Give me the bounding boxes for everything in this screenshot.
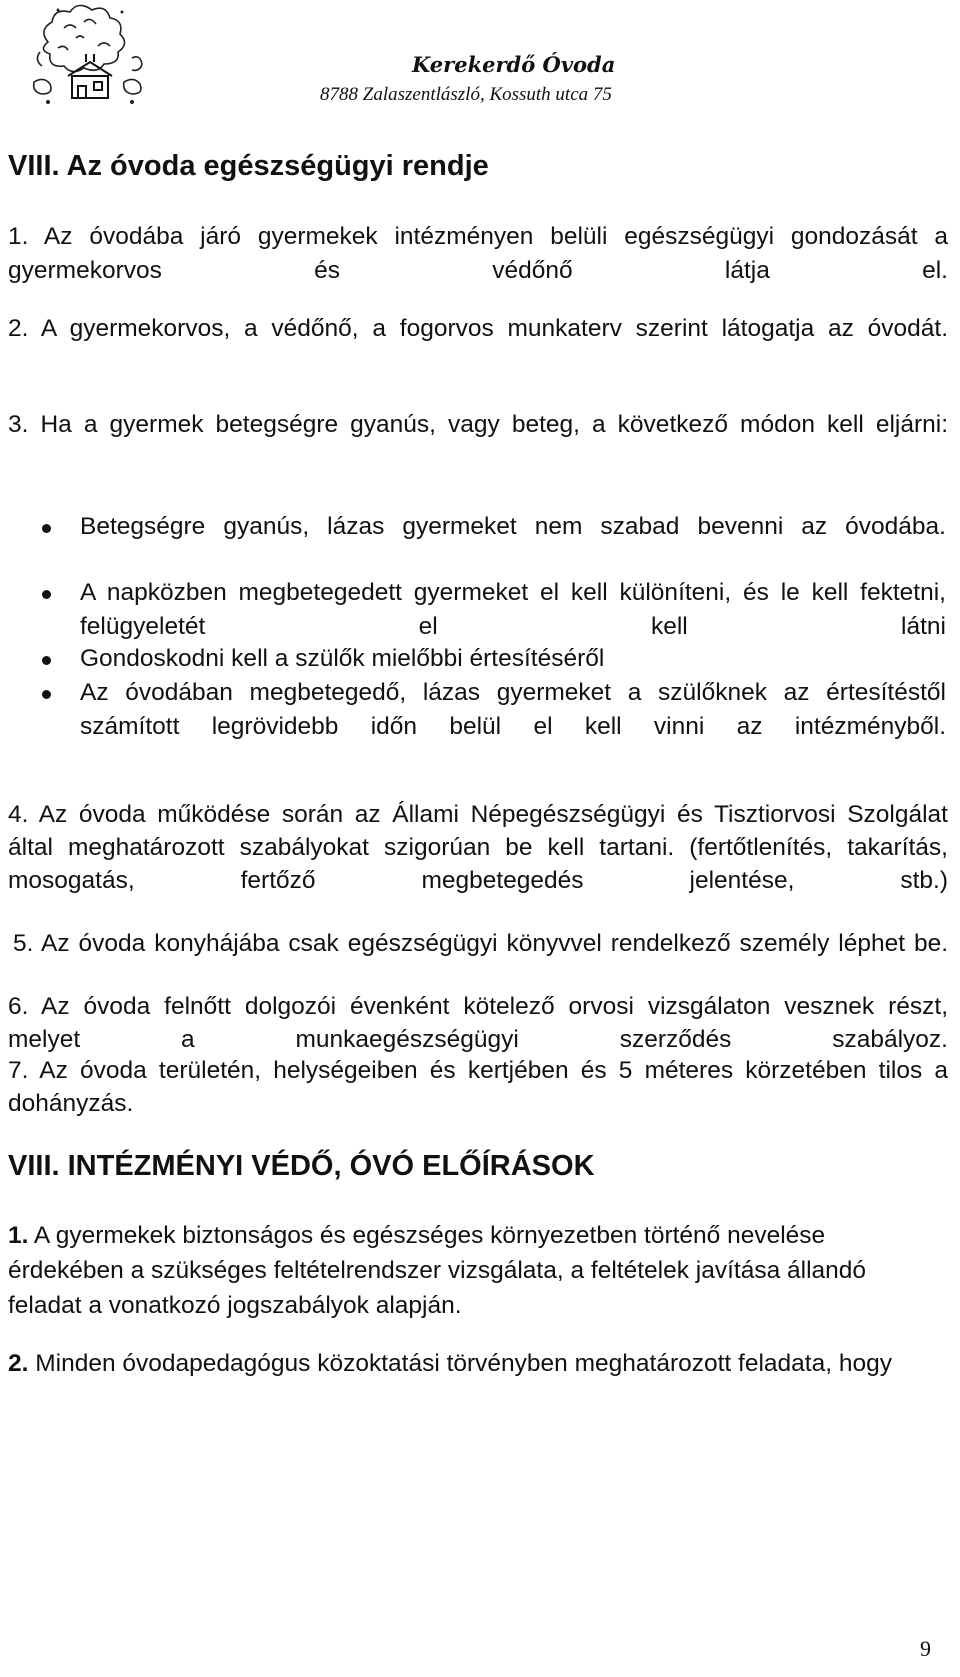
paragraph-3: 3. Ha a gyermek betegségre gyanús, vagy beteg, a következő módon kell eljárni: xyxy=(8,411,948,438)
bullet-icon xyxy=(42,590,51,599)
bullet-icon xyxy=(42,656,51,665)
paragraph-4: 4. Az óvoda működése során az Állami Népegészségügyi és Tisztiorvosi Szolgálat által meghatározott szabályokat szigorúan be kell tartani. (fertőtlenítés, takarítás, mosogatás, fertőző megbetegedés jelentése, stb.) xyxy=(8,801,948,894)
list-item: Betegségre gyanús, lázas gyermeket nem szabad bevenni az óvodába. xyxy=(80,513,946,540)
school-name: Kerekerdő Óvoda xyxy=(412,52,616,77)
paragraph-s2-2: 2. Minden óvodapedagógus közoktatási törvényben meghatározott feladata, hogy xyxy=(8,1350,892,1377)
paragraph-7: 7. Az óvoda területén, helységeiben és kertjében és 5 méteres körzetében tilos a dohányzás. xyxy=(8,1057,948,1117)
paragraph-2: 2. A gyermekorvos, a védőnő, a fogorvos munkaterv szerint látogatja az óvodát. xyxy=(8,315,948,342)
page-number: 9 xyxy=(920,1636,931,1661)
kindergarten-logo-icon xyxy=(28,2,150,112)
list-item: A napközben megbetegedett gyermeket el kell különíteni, és le kell fektetni, felügyeletét el kell látni xyxy=(80,579,946,640)
section-title: VIII. Az óvoda egészségügyi rendje xyxy=(8,150,489,182)
paragraph-5: 5. Az óvoda konyhájába csak egészségügyi könyvvel rendelkező személy léphet be. xyxy=(13,930,948,957)
paragraph-1: 1. Az óvodába járó gyermekek intézményen belüli egészségügyi gondozását a gyermekorvos és védőnő látja el. xyxy=(8,223,948,284)
paragraph-6: 6. Az óvoda felnőtt dolgozói évenként kötelező orvosi vizsgálaton vesznek részt, melyet a munkaegészségügyi szerződés szabályoz. xyxy=(8,993,948,1053)
paragraph-s2-1: 1. A gyermekek biztonságos és egészséges környezetben történő nevelése érdekében a szükséges feltételrendszer vizsgálata, a feltételek javítása állandó feladat a vonatkozó jogszabályok alapján. xyxy=(8,1222,867,1319)
section-title-2: VIII. INTÉZMÉNYI VÉDŐ, ÓVÓ ELŐÍRÁSOK xyxy=(8,1150,595,1182)
bullet-icon xyxy=(42,524,51,533)
bullet-icon xyxy=(42,690,51,699)
list-item: Az óvodában megbetegedő, lázas gyermeket a szülőknek az értesítéstől számított legrövidebb időn belül el kell vinni az intézményből. xyxy=(80,679,946,740)
list-item: Gondoskodni kell a szülők mielőbbi értesítéséről xyxy=(80,645,605,672)
school-address: 8788 Zalaszentlászló, Kossuth utca 75 xyxy=(320,84,612,105)
